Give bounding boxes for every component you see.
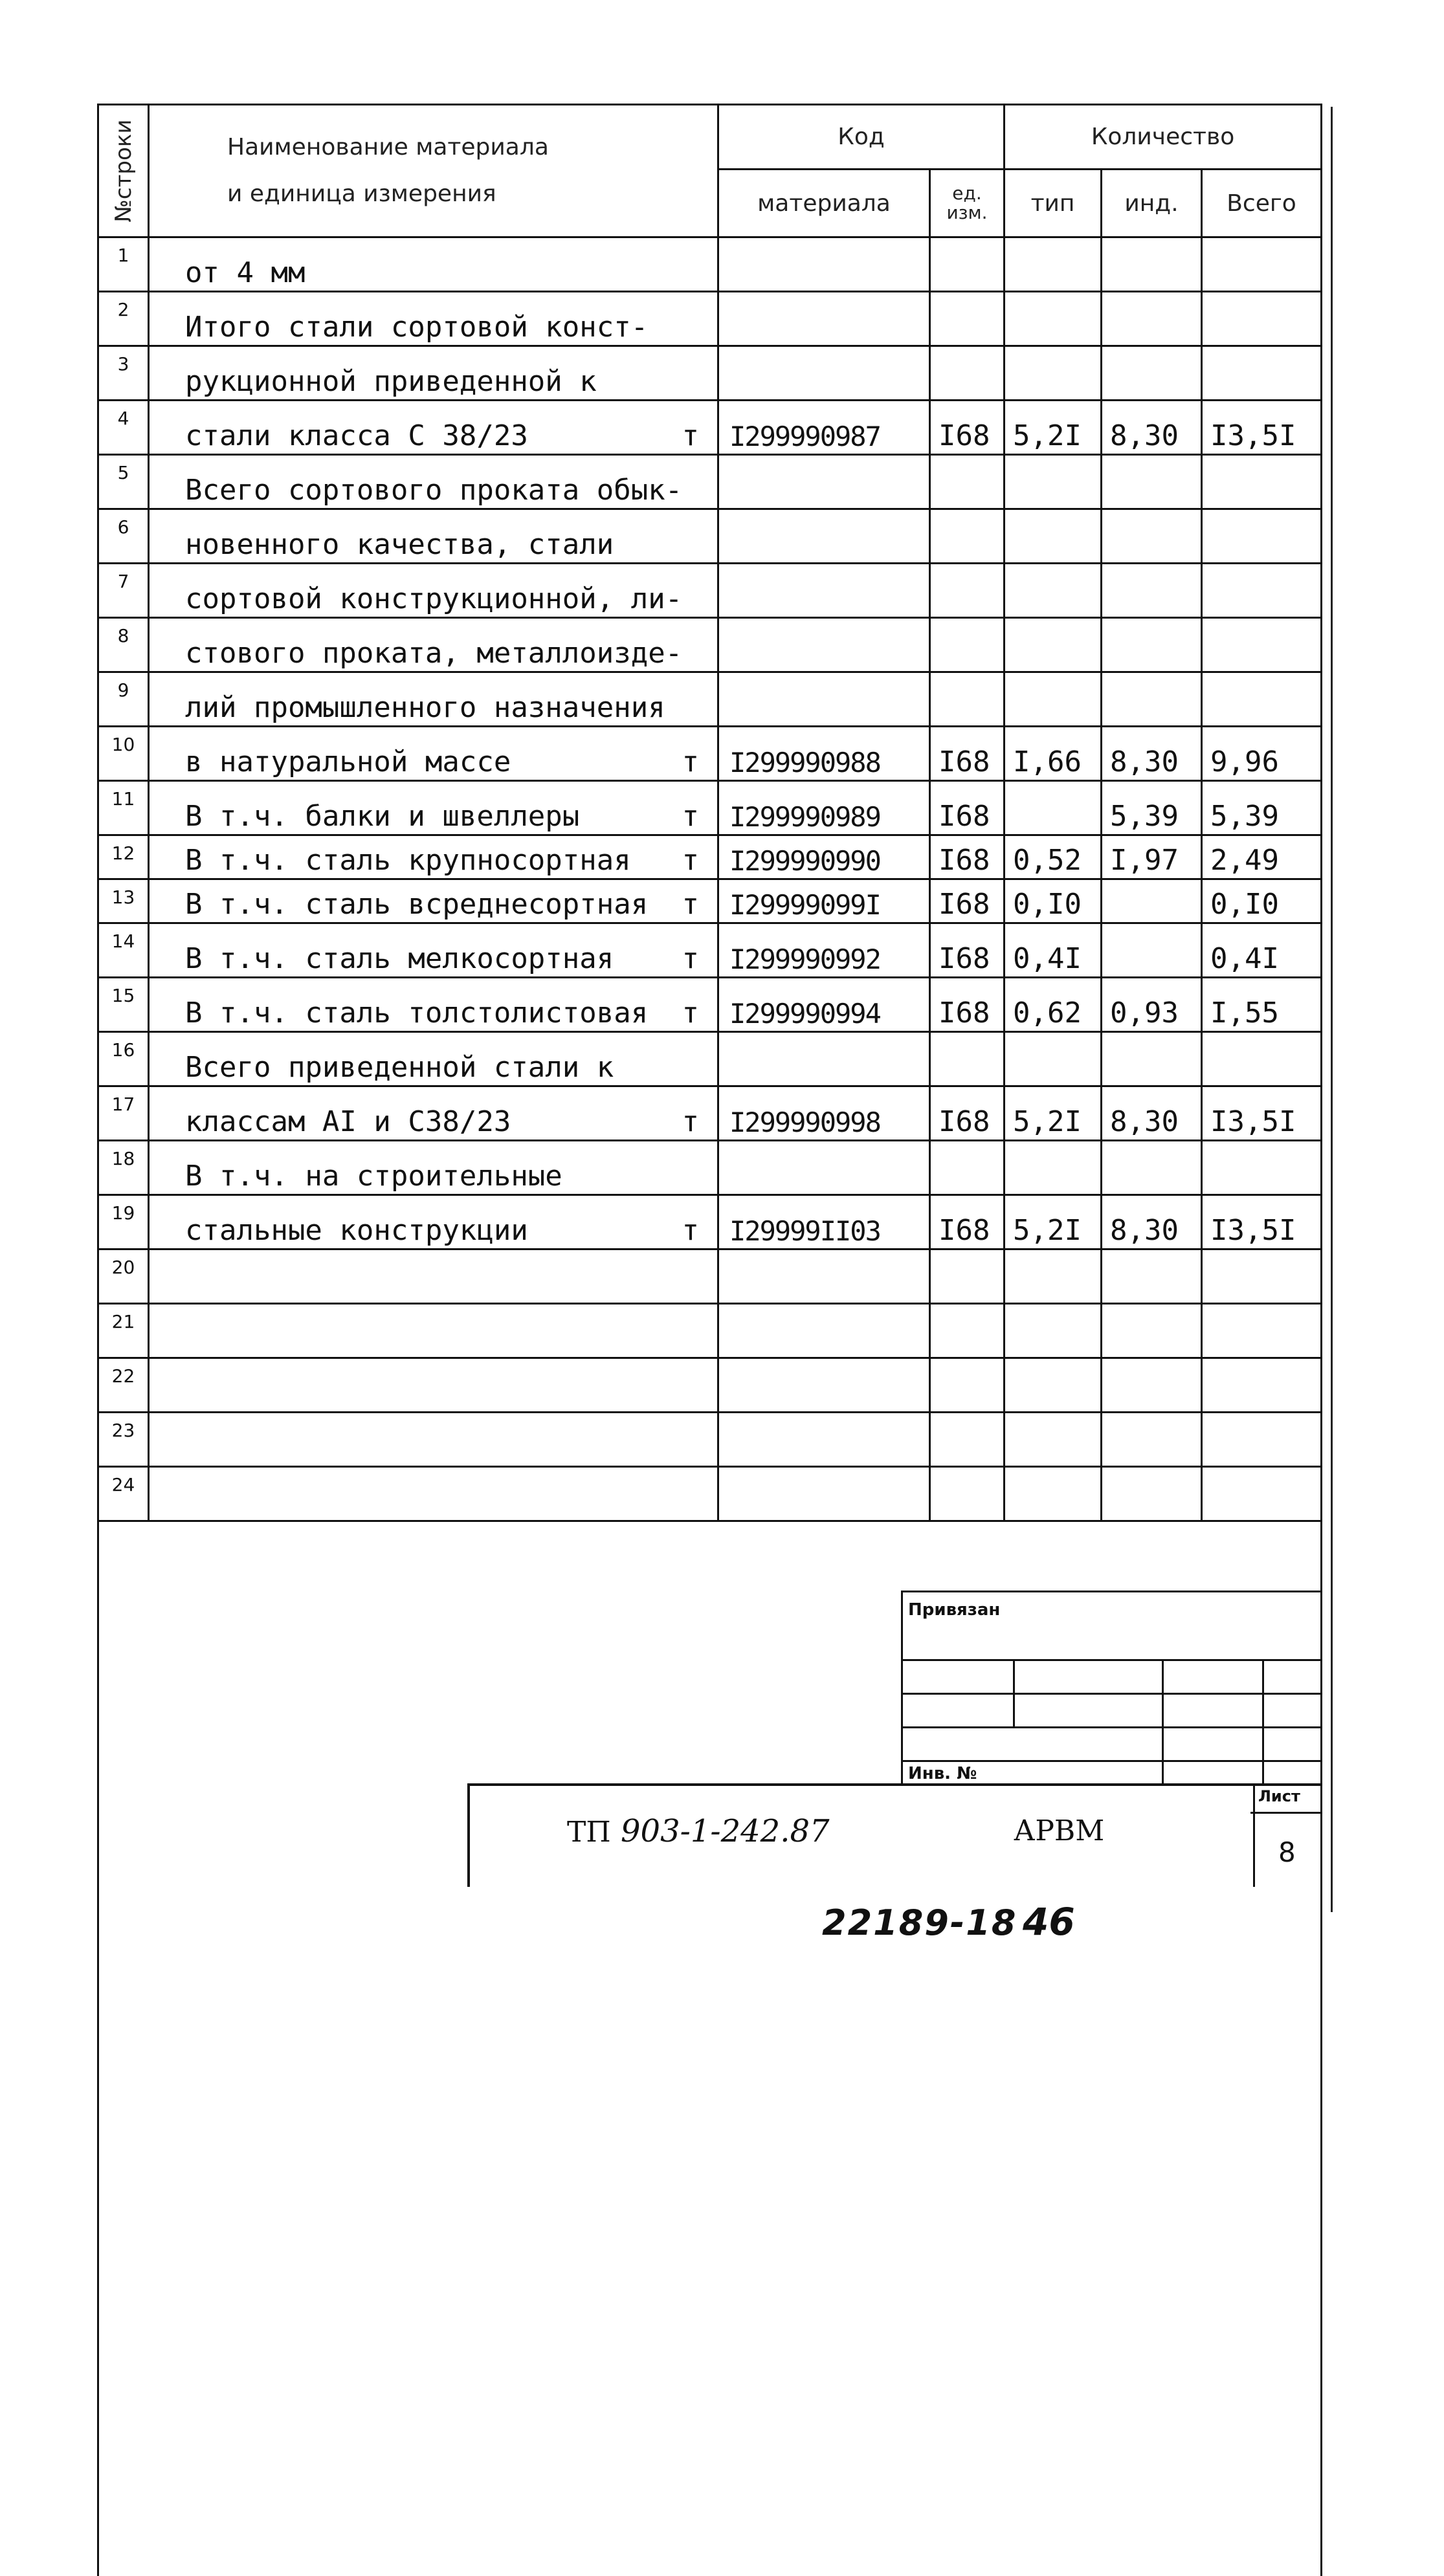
qty-type [1005, 1141, 1102, 1195]
sheet-label: Лист [1258, 1787, 1300, 1805]
unit-code [930, 1141, 1005, 1195]
row-number: 13 [98, 879, 149, 923]
unit-code: I68 [930, 781, 1005, 835]
material-name: рукционной приведенной к [149, 346, 718, 401]
material-code: I29999II03 [718, 1195, 930, 1249]
qty-ind [1102, 923, 1202, 978]
material-name: классам AI и С38/23 т [149, 1086, 718, 1141]
row-number: 24 [98, 1467, 149, 1521]
stamp-block [901, 1591, 1320, 1785]
table-row [98, 237, 1322, 292]
material-code: I299990990 [718, 835, 930, 879]
unit-code [930, 1032, 1005, 1086]
unit-code: I68 [930, 727, 1005, 781]
qty-type [1005, 1032, 1102, 1086]
material-code: I29999099I [718, 879, 930, 923]
code-material-header: материала [718, 170, 930, 237]
table-row [98, 564, 1322, 618]
material-code [718, 237, 930, 292]
qty-total [1202, 1467, 1322, 1521]
qty-total: 2,49 [1202, 835, 1322, 879]
table-row [98, 1413, 1322, 1467]
material-name: В т.ч. сталь толстолистовая т [149, 978, 718, 1032]
section-code: АРВМ [1014, 1814, 1105, 1847]
qty-ind [1102, 292, 1202, 346]
qty-total: I3,5I [1202, 1195, 1322, 1249]
qty-ind [1102, 564, 1202, 618]
unit-code [930, 564, 1005, 618]
qty-ind [1102, 509, 1202, 564]
table-row [98, 1086, 1322, 1141]
qty-total: I,55 [1202, 978, 1322, 1032]
row-number: 19 [98, 1195, 149, 1249]
unit-code: I68 [930, 1086, 1005, 1141]
qty-type: 0,52 [1005, 835, 1102, 879]
table-row [98, 727, 1322, 781]
table-row [98, 346, 1322, 401]
material-code [718, 346, 930, 401]
qty-ind [1102, 455, 1202, 509]
qty-total: 0,I0 [1202, 879, 1322, 923]
material-code [718, 1249, 930, 1304]
material-code [718, 618, 930, 672]
row-number: 1 [98, 237, 149, 292]
material-name: Итого стали сортовой конст- [149, 292, 718, 346]
material-code [718, 292, 930, 346]
qty-type [1005, 672, 1102, 727]
qty-total [1202, 1249, 1322, 1304]
material-code: I299990998 [718, 1086, 930, 1141]
qty-ind [1102, 1467, 1202, 1521]
material-code [718, 1358, 930, 1413]
qty-type [1005, 346, 1102, 401]
material-name [149, 1358, 718, 1413]
qty-total [1202, 1413, 1322, 1467]
qty-total [1202, 564, 1322, 618]
material-name: стальные конструкции т [149, 1195, 718, 1249]
material-name: в натуральной массе т [149, 727, 718, 781]
document-code: ТП 903-1-242.87 [567, 1813, 830, 1849]
row-number: 16 [98, 1032, 149, 1086]
material-code: I299990988 [718, 727, 930, 781]
unit-code [930, 618, 1005, 672]
row-number: 22 [98, 1358, 149, 1413]
material-name: новенного качества, стали [149, 509, 718, 564]
unit-code: I68 [930, 1195, 1005, 1249]
attached-label: Привязан [908, 1600, 1001, 1620]
material-name: стового проката, металлоизде- [149, 618, 718, 672]
material-code [718, 1304, 930, 1358]
qty-type [1005, 1358, 1102, 1413]
qty-type [1005, 1249, 1102, 1304]
qty-type [1005, 618, 1102, 672]
name-header: Наименование материала и единица измерения [149, 105, 718, 237]
qty-type: 5,2I [1005, 1195, 1102, 1249]
qty-type: 5,2I [1005, 401, 1102, 455]
unit-code [930, 237, 1005, 292]
qty-ind [1102, 346, 1202, 401]
table-row [98, 1304, 1322, 1358]
material-name: В т.ч. сталь крупносортная т [149, 835, 718, 879]
sheet-number: 8 [1278, 1836, 1296, 1868]
material-name: В т.ч. сталь всреднесортная т [149, 879, 718, 923]
unit-code [930, 455, 1005, 509]
unit-code: I68 [930, 879, 1005, 923]
unit-code [930, 672, 1005, 727]
qty-total [1202, 1358, 1322, 1413]
unit-code [930, 1413, 1005, 1467]
qty-ind [1102, 237, 1202, 292]
unit-symbol: т [682, 996, 699, 1029]
table-row [98, 618, 1322, 672]
qty-ind: 8,30 [1102, 727, 1202, 781]
qty-total: 9,96 [1202, 727, 1322, 781]
table-row [98, 781, 1322, 835]
unit-code [930, 1467, 1005, 1521]
code-unit-header: ед. изм. [930, 170, 1005, 237]
table-row [98, 835, 1322, 879]
material-code [718, 1413, 930, 1467]
qty-ind: 8,30 [1102, 1195, 1202, 1249]
qty-type [1005, 1413, 1102, 1467]
qty-ind [1102, 1249, 1202, 1304]
materials-table [97, 104, 1322, 2576]
material-code [718, 564, 930, 618]
material-name: В т.ч. на строительные [149, 1141, 718, 1195]
unit-code [930, 1358, 1005, 1413]
table-row [98, 923, 1322, 978]
unit-symbol: т [682, 844, 699, 877]
qty-ind: 0,93 [1102, 978, 1202, 1032]
qty-total [1202, 672, 1322, 727]
material-code [718, 509, 930, 564]
qty-ind: 8,30 [1102, 1086, 1202, 1141]
qty-total [1202, 1304, 1322, 1358]
unit-code [930, 509, 1005, 564]
row-number: 23 [98, 1413, 149, 1467]
qty-type [1005, 1304, 1102, 1358]
unit-symbol: т [682, 942, 699, 975]
qty-ind-header: инд. [1102, 170, 1202, 237]
inv-number-label: Инв. № [908, 1764, 977, 1783]
row-number: 8 [98, 618, 149, 672]
row-number: 12 [98, 835, 149, 879]
unit-code: I68 [930, 835, 1005, 879]
qty-total-header: Всего [1202, 170, 1322, 237]
unit-symbol: т [682, 419, 699, 452]
unit-symbol: т [682, 800, 699, 833]
row-number: 4 [98, 401, 149, 455]
sheet-right-edge [1331, 107, 1333, 1912]
table-row [98, 1195, 1322, 1249]
material-code [718, 455, 930, 509]
material-name: Всего сортового проката обык- [149, 455, 718, 509]
qty-ind [1102, 1141, 1202, 1195]
row-number: 6 [98, 509, 149, 564]
qty-total [1202, 346, 1322, 401]
unit-symbol: т [682, 745, 699, 778]
material-name: от 4 мм [149, 237, 718, 292]
table-row [98, 1358, 1322, 1413]
unit-code [930, 292, 1005, 346]
row-number: 14 [98, 923, 149, 978]
material-code: I299990992 [718, 923, 930, 978]
table-row [98, 401, 1322, 455]
row-number: 18 [98, 1141, 149, 1195]
unit-code: I68 [930, 401, 1005, 455]
row-number-header: №строки [98, 105, 149, 237]
qty-ind [1102, 672, 1202, 727]
qty-type [1005, 781, 1102, 835]
qty-total: 5,39 [1202, 781, 1322, 835]
material-name: В т.ч. сталь мелкосортная т [149, 923, 718, 978]
row-number: 3 [98, 346, 149, 401]
qty-total [1202, 1141, 1322, 1195]
material-name: В т.ч. балки и швеллеры т [149, 781, 718, 835]
qty-ind [1102, 1358, 1202, 1413]
code-header: Код [718, 105, 1005, 170]
qty-type [1005, 237, 1102, 292]
row-number: 21 [98, 1304, 149, 1358]
material-code [718, 672, 930, 727]
material-code [718, 1141, 930, 1195]
qty-type-header: тип [1005, 170, 1102, 237]
row-number: 9 [98, 672, 149, 727]
unit-code [930, 1304, 1005, 1358]
qty-total [1202, 509, 1322, 564]
qty-ind: I,97 [1102, 835, 1202, 879]
row-number: 15 [98, 978, 149, 1032]
material-name [149, 1467, 718, 1521]
material-name: Всего приведенной стали к [149, 1032, 718, 1086]
material-name [149, 1304, 718, 1358]
page-number: 46 [1023, 1900, 1075, 1944]
qty-type: 0,4I [1005, 923, 1102, 978]
qty-total: I3,5I [1202, 1086, 1322, 1141]
table-row [98, 509, 1322, 564]
archive-number: 22189-18 [822, 1902, 1017, 1943]
qty-total: I3,5I [1202, 401, 1322, 455]
qty-type [1005, 292, 1102, 346]
qty-ind: 8,30 [1102, 401, 1202, 455]
qty-type [1005, 564, 1102, 618]
material-name: лий промышленного назначения [149, 672, 718, 727]
qty-type: 0,I0 [1005, 879, 1102, 923]
qty-type: I,66 [1005, 727, 1102, 781]
table-row [98, 1032, 1322, 1086]
row-number: 7 [98, 564, 149, 618]
row-number: 5 [98, 455, 149, 509]
unit-code [930, 1249, 1005, 1304]
qty-type [1005, 455, 1102, 509]
unit-symbol: т [682, 888, 699, 921]
qty-ind [1102, 1032, 1202, 1086]
material-name [149, 1413, 718, 1467]
title-block [467, 1783, 1320, 1887]
qty-ind [1102, 1413, 1202, 1467]
qty-type: 0,62 [1005, 978, 1102, 1032]
table-row [98, 978, 1322, 1032]
row-number: 11 [98, 781, 149, 835]
table-row [98, 879, 1322, 923]
qty-ind [1102, 1304, 1202, 1358]
table-row [98, 292, 1322, 346]
qty-total [1202, 618, 1322, 672]
row-number: 10 [98, 727, 149, 781]
qty-total [1202, 292, 1322, 346]
qty-ind [1102, 618, 1202, 672]
material-name: стали класса С 38/23 т [149, 401, 718, 455]
qty-ind: 5,39 [1102, 781, 1202, 835]
unit-symbol: т [682, 1214, 699, 1247]
material-name [149, 1249, 718, 1304]
material-code: I299990989 [718, 781, 930, 835]
qty-type [1005, 1467, 1102, 1521]
qty-type [1005, 509, 1102, 564]
qty-total [1202, 455, 1322, 509]
table-row [98, 672, 1322, 727]
table-row [98, 1467, 1322, 1521]
qty-type: 5,2I [1005, 1086, 1102, 1141]
unit-code [930, 346, 1005, 401]
row-number: 20 [98, 1249, 149, 1304]
qty-total [1202, 1032, 1322, 1086]
unit-code: I68 [930, 923, 1005, 978]
row-number: 2 [98, 292, 149, 346]
qty-ind [1102, 879, 1202, 923]
table-row [98, 1141, 1322, 1195]
table-row [98, 1249, 1322, 1304]
material-code [718, 1032, 930, 1086]
material-name: сортовой конструкционной, ли- [149, 564, 718, 618]
quantity-header: Количество [1005, 105, 1322, 170]
qty-total: 0,4I [1202, 923, 1322, 978]
qty-total [1202, 237, 1322, 292]
material-code: I299990994 [718, 978, 930, 1032]
material-code [718, 1467, 930, 1521]
unit-symbol: т [682, 1105, 699, 1138]
material-code: I299990987 [718, 401, 930, 455]
unit-code: I68 [930, 978, 1005, 1032]
table-row [98, 455, 1322, 509]
row-number: 17 [98, 1086, 149, 1141]
